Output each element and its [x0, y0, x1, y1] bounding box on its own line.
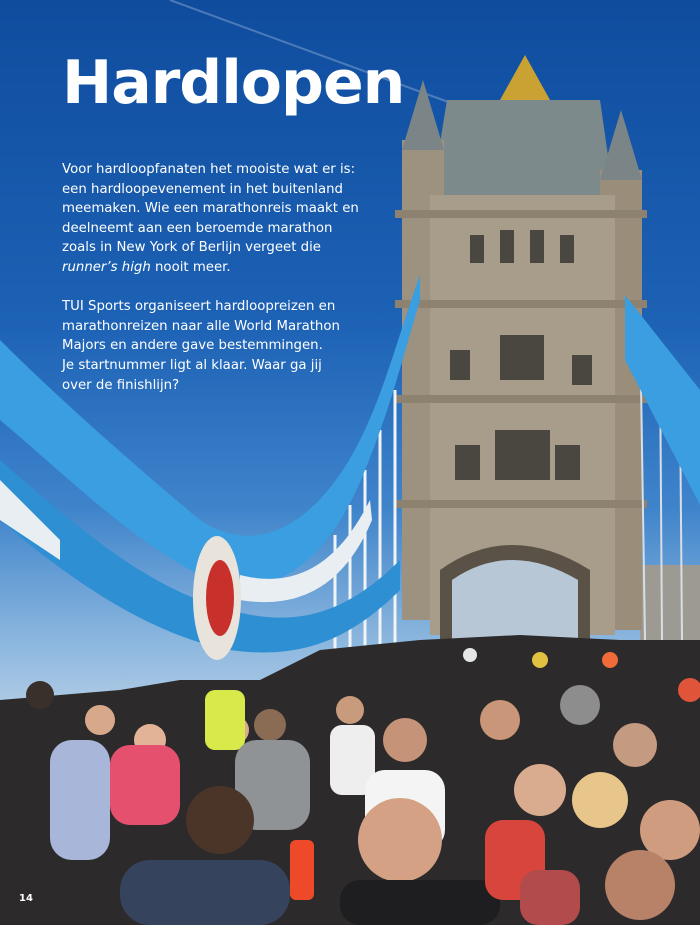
italic-phrase: runner’s high: [62, 259, 151, 275]
runner-crowd: [0, 635, 700, 925]
intro-paragraph-1: [62, 160, 382, 278]
text-line: Majors en andere gave bestemmingen.: [62, 338, 323, 354]
intro-text: [62, 160, 382, 415]
distant-building: [640, 565, 700, 645]
text-line: Je startnummer ligt al klaar. Waar ga jij: [62, 357, 322, 373]
page-number: 14: [19, 893, 33, 904]
page-title: Hardlopen: [62, 48, 405, 118]
text-line: meemaken. Wie een marathonreis maakt en: [62, 201, 359, 217]
bridge-tower: [395, 55, 647, 640]
text-line: nooit meer.: [150, 259, 231, 275]
text-line: TUI Sports organiseert hardloopreizen en: [62, 299, 336, 315]
text-line: zoals in New York of Berlijn vergeet die: [62, 240, 321, 256]
text-line: over de finishlijn?: [62, 377, 180, 393]
text-line: marathonreizen naar alle World Marathon: [62, 318, 340, 334]
intro-paragraph-2: [62, 297, 382, 395]
text-line: deelneemt aan een beroemde marathon: [62, 220, 333, 236]
bridge-roundel: [193, 536, 241, 660]
text-line: een hardloopevenement in het buitenland: [62, 181, 344, 197]
text-line: Voor hardloopfanaten het mooiste wat er is:: [62, 162, 356, 177]
